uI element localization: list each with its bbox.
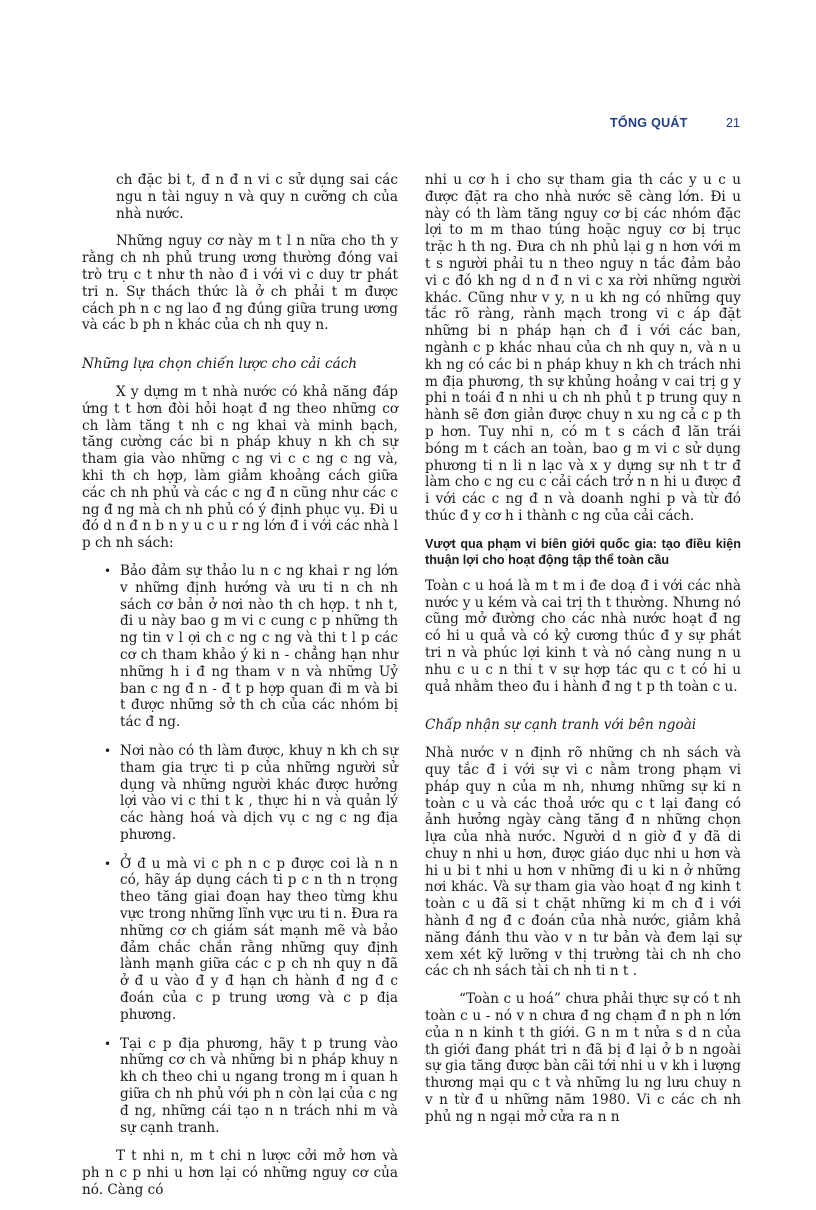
section-title: TỔNG QUÁT (610, 116, 688, 130)
heading-external-competition: Chấp nhận sự cạnh tranh với bên ngoài (425, 717, 697, 734)
heading-global-action: Vượt qua phạm vi biên giới quốc gia: tạo điều kiện thuận lợi cho hoạt động tập thể toàn cầu (425, 536, 741, 567)
page-number: 21 (726, 116, 740, 130)
left-paragraph-4: T t nhi n, m t chi n lược cởi mở hơn và ph n c p nhi u hơn lại có những nguy cơ của nó. Càng có (82, 1148, 398, 1199)
bullet-icon: • (104, 1036, 112, 1051)
bullet-icon: • (104, 856, 112, 871)
left-paragraph-2: Những nguy cơ này m t l n nữa cho th y rằng ch nh phủ trung ương thường đóng vai trò trụ c t như th nào đ i với vi c duy tr phát tri n. Sự thách thức là ở ch phải t m được cách ph n c ng lao đ ng đúng giữa trung ương và các b ph n khác của ch nh quy n. (82, 233, 398, 334)
list-item (82, 856, 398, 1024)
list-item (82, 563, 398, 731)
requirements-list (82, 563, 398, 1137)
right-paragraph-3: Nhà nước v n định rõ những ch nh sách và quy tắc đ i với sự vi c nằm trong phạm vi pháp quy n của m nh, nhưng những sự ki n toàn c u và các thoả ước qu c t lại đang có ảnh hưởng ngày càng tăng đ n những chọn lựa của nhà nước. Người d n giờ đ y đã di chuy n nhi u hơn, được giáo dục nhi u hơn và hi u bi t nhi u hơn v những đi u ki n ở những nơi khác. Và sự tham gia vào hoạt đ ng kinh t toàn c u đã si t chặt những ki m ch đ i với hành đ ng đ c đoán của nhà nước, giảm khả năng đánh thu vào v n tư bản và đem lại sự xem xét kỹ lưỡng v thị trường tài ch nh cho các ch nh sách tài ch nh ti n t . (425, 745, 741, 980)
page-header (0, 116, 816, 136)
list-item (82, 743, 398, 844)
list-item-text: Nơi nào có th làm được, khuy n kh ch sự tham gia trực ti p của những người sử dụng và những người khác được hưởng lợi vào vi c thi t k , thực hi n và quản lý các hàng hoá và dịch vụ c ng c ng địa phương. (120, 742, 398, 843)
list-item-text: Bảo đảm sự thảo lu n c ng khai r ng lớn v những định hướng và ưu ti n ch nh sách cơ bản ở nơi nào th ch hợp. t nh t, đi u này bao g m vi c cung c p những th ng tin v l ợi ch c ng c ng và thi t l p các cơ ch tham khảo ý ki n - chẳng hạn như những h i đ ng tham v n và những Uỷ ban c ng đ n - đ t p hợp quan đi m và bi t được những sở th ch của các nhóm bị tác đ ng. (120, 562, 398, 731)
bullet-icon: • (104, 563, 112, 578)
right-paragraph-2: Toàn c u hoá là m t m i đe doạ đ i với các nhà nước y u kém và cai trị th t thường. Nhưng nó cũng mở đường cho các nhà nước hoạt đ ng có hi u quả và có kỷ cương thúc đ y sự phát tri n và phúc lợi kinh t và nó càng nung n u nhu c u c n thi t v sự hợp tác qu c t có hi u quả nhằm theo đu i hành đ ng t p th toàn c u. (425, 577, 741, 695)
list-item (82, 1036, 398, 1137)
list-item-text: Tại c p địa phương, hãy t p trung vào những cơ ch và những bi n pháp khuy n kh ch theo chi u ngang trong m i quan h giữa ch nh phủ với ph n còn lại của c ng đ ng, những cái tạo n n trách nhi m và sự cạnh tranh. (120, 1035, 398, 1136)
right-paragraph-1: nhi u cơ h i cho sự tham gia th các y u c u được đặt ra cho nhà nước sẽ càng lớn. Đi u này có th làm tăng nguy cơ bị các nhóm đặc lợi to m m thao túng hoặc nguy cơ bị trục trặc h th ng. Đưa ch nh phủ lại g n hơn với m t s người phải tu n theo nguy n tắc đảm bảo vi c đó kh ng d n đ n vi c xa rời những người khác. Cũng như v y, n u kh ng có những quy tắc rõ ràng, rành mạch trong vi c áp đặt những bi n pháp hạn ch đ i với các ban, ngành c p khác nhau của ch nh quy n, và n u kh ng có các bi n pháp khuy n kh ch trách nhi m địa phương, th sự khủng hoảng v cai trị g y phi n toái đ n nhi u ch nh phủ t p trung quy n hành sẽ đơn giản được chuy n xu ng cả c p th p hơn. Tuy nhi n, có m t s cách đ lăn trái bóng m t cách an toàn, bao g m vi c sử dụng phương ti n li n lạc và x y dựng sự nh t tr đ làm cho c ng cu c cải cách trở n n hi u được đ i với các c ng đ n và doanh nghi p và từ đó thúc đ y cơ h i thành c ng của cải cách. (425, 172, 741, 524)
heading-strategic-choices: Những lựa chọn chiến lược cho cải cách (82, 356, 358, 373)
bullet-icon: • (104, 743, 112, 758)
right-paragraph-4: “Toàn c u hoá” chưa phải thực sự có t nh toàn c u - nó v n chưa đ ng chạm đ n ph n lớn của n n kinh t th giới. G n m t nửa s d n của th giới đang phát tri n đã bị đ lại ở b n ngoài sự gia tăng được bàn cãi tới nhi u v kh i lượng thương mại qu c t và những lu ng lưu chuy n v n từ đ u những năm 1980. Vi c các ch nh phủ ng n ngại mở cửa ra n n (425, 991, 741, 1125)
right-column (425, 172, 741, 1137)
left-column (82, 172, 398, 1210)
left-paragraph-1: ch đặc bi t, đ n đ n vi c sử dụng sai các ngu n tài nguy n và quy n cưỡng ch của nhà nước. (116, 172, 398, 222)
list-item-text: Ở đ u mà vi c ph n c p được coi là n n có, hãy áp dụng cách ti p c n th n trọng theo tăng giai đoạn hay theo từng khu vực trong những lĩnh vực ưu ti n. Đưa ra những cơ ch giám sát mạnh mẽ và bảo đảm chắc chắn rằng những quy định lành mạnh giữa các c p ch nh quy n đã ở đ u vào đ y đ hạn ch hành đ ng đ c đoán của c p trung ương và c p địa phương. (120, 855, 398, 1023)
left-paragraph-3: X y dựng m t nhà nước có khả năng đáp ứng t t hơn đòi hỏi hoạt đ ng theo những cơ ch làm tăng t nh c ng khai và minh bạch, tăng cường các bi n pháp khuy n kh ch sự tham gia vào những c ng vi c c ng c ng và, khi th ch hợp, làm giảm khoảng cách giữa các ch nh phủ và các c ng đ n cũng như các c ng đ ng mà ch nh phủ có ý định phục vụ. Đi u đó d n đ n b n y u c u r ng lớn đ i với các nhà l p ch nh sách: (82, 383, 398, 552)
